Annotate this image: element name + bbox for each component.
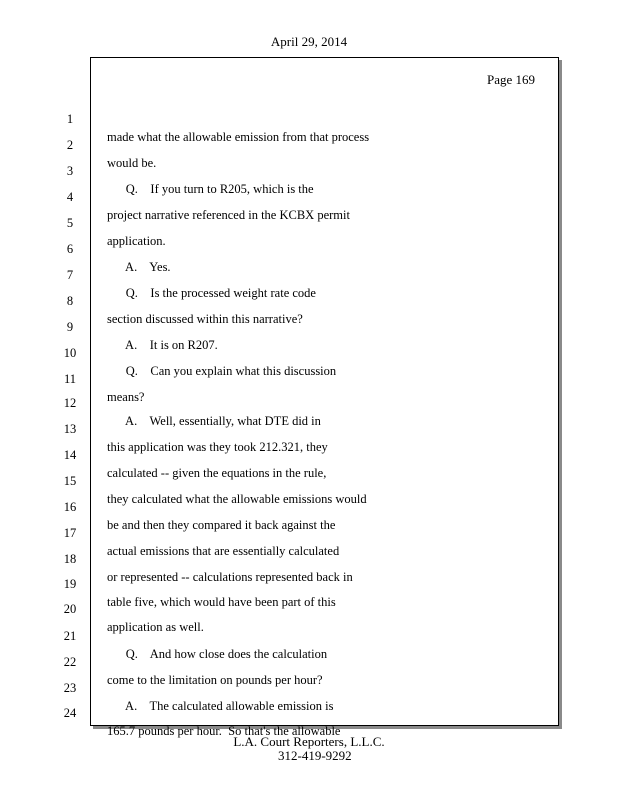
line-text: Q. Can you explain what this discussion bbox=[107, 364, 337, 378]
line-text: or represented -- calculations represented back in bbox=[107, 570, 353, 584]
line-text: come to the limitation on pounds per hour? bbox=[107, 673, 323, 687]
line-number: 12 bbox=[63, 396, 77, 410]
line-text: Q. Is the processed weight rate code bbox=[107, 286, 316, 300]
line-number: 8 bbox=[66, 294, 74, 308]
page-number: Page 169 bbox=[487, 72, 536, 87]
line-text: A. Well, essentially, what DTE did in bbox=[107, 414, 321, 428]
line-text: project narrative referenced in the KCBX permit bbox=[107, 208, 350, 222]
line-number: 6 bbox=[66, 242, 74, 256]
line-text: Q. If you turn to R205, which is the bbox=[107, 182, 314, 196]
line-number: 18 bbox=[63, 552, 77, 566]
line-number: 24 bbox=[63, 706, 77, 720]
line-text: be and then they compared it back against the bbox=[107, 518, 336, 532]
line-text: means? bbox=[107, 390, 145, 404]
line-text: table five, which would have been part of this bbox=[107, 595, 336, 609]
line-text: made what the allowable emission from that process bbox=[107, 130, 370, 144]
line-number: 15 bbox=[63, 474, 77, 488]
line-text: A. Yes. bbox=[107, 260, 171, 274]
line-number: 2 bbox=[66, 138, 74, 152]
line-number: 3 bbox=[66, 164, 74, 178]
line-number: 9 bbox=[66, 320, 74, 334]
line-text: they calculated what the allowable emissions would bbox=[107, 492, 367, 506]
transcript-line bbox=[0, 609, 618, 661]
line-text: this application was they took 212.321, they bbox=[107, 440, 328, 454]
line-text: 165.7 pounds per hour. So that's the allowable bbox=[107, 724, 341, 738]
line-number: 21 bbox=[63, 629, 77, 643]
line-number: 23 bbox=[63, 681, 77, 695]
footer-company-name: L.A. Court Reporters, L.L.C. bbox=[233, 734, 385, 749]
line-text: application as well. bbox=[107, 620, 204, 634]
line-number: 16 bbox=[63, 500, 77, 514]
line-number: 5 bbox=[66, 216, 74, 230]
line-text: section discussed within this narrative? bbox=[107, 312, 303, 326]
line-number: 4 bbox=[66, 190, 74, 204]
line-text: Q. And how close does the calculation bbox=[107, 647, 328, 661]
line-number: 19 bbox=[63, 577, 77, 591]
transcript-line bbox=[0, 92, 618, 144]
line-number: 1 bbox=[66, 112, 74, 126]
footer-phone: 312-419-9292 bbox=[278, 748, 352, 763]
line-text: actual emissions that are essentially calculated bbox=[107, 544, 340, 558]
line-number: 13 bbox=[63, 422, 77, 436]
line-text: A. The calculated allowable emission is bbox=[107, 699, 334, 713]
line-number: 17 bbox=[63, 526, 77, 540]
line-number: 22 bbox=[63, 655, 77, 669]
line-number: 20 bbox=[63, 602, 77, 616]
line-number: 10 bbox=[63, 346, 77, 360]
line-number: 11 bbox=[63, 372, 77, 386]
header-date: April 29, 2014 bbox=[270, 34, 348, 49]
line-number: 14 bbox=[63, 448, 77, 462]
line-text: A. It is on R207. bbox=[107, 338, 218, 352]
line-text: application. bbox=[107, 234, 166, 248]
line-number: 7 bbox=[66, 268, 74, 282]
line-text: calculated -- given the equations in the rule, bbox=[107, 466, 327, 480]
line-text: would be. bbox=[107, 156, 157, 170]
